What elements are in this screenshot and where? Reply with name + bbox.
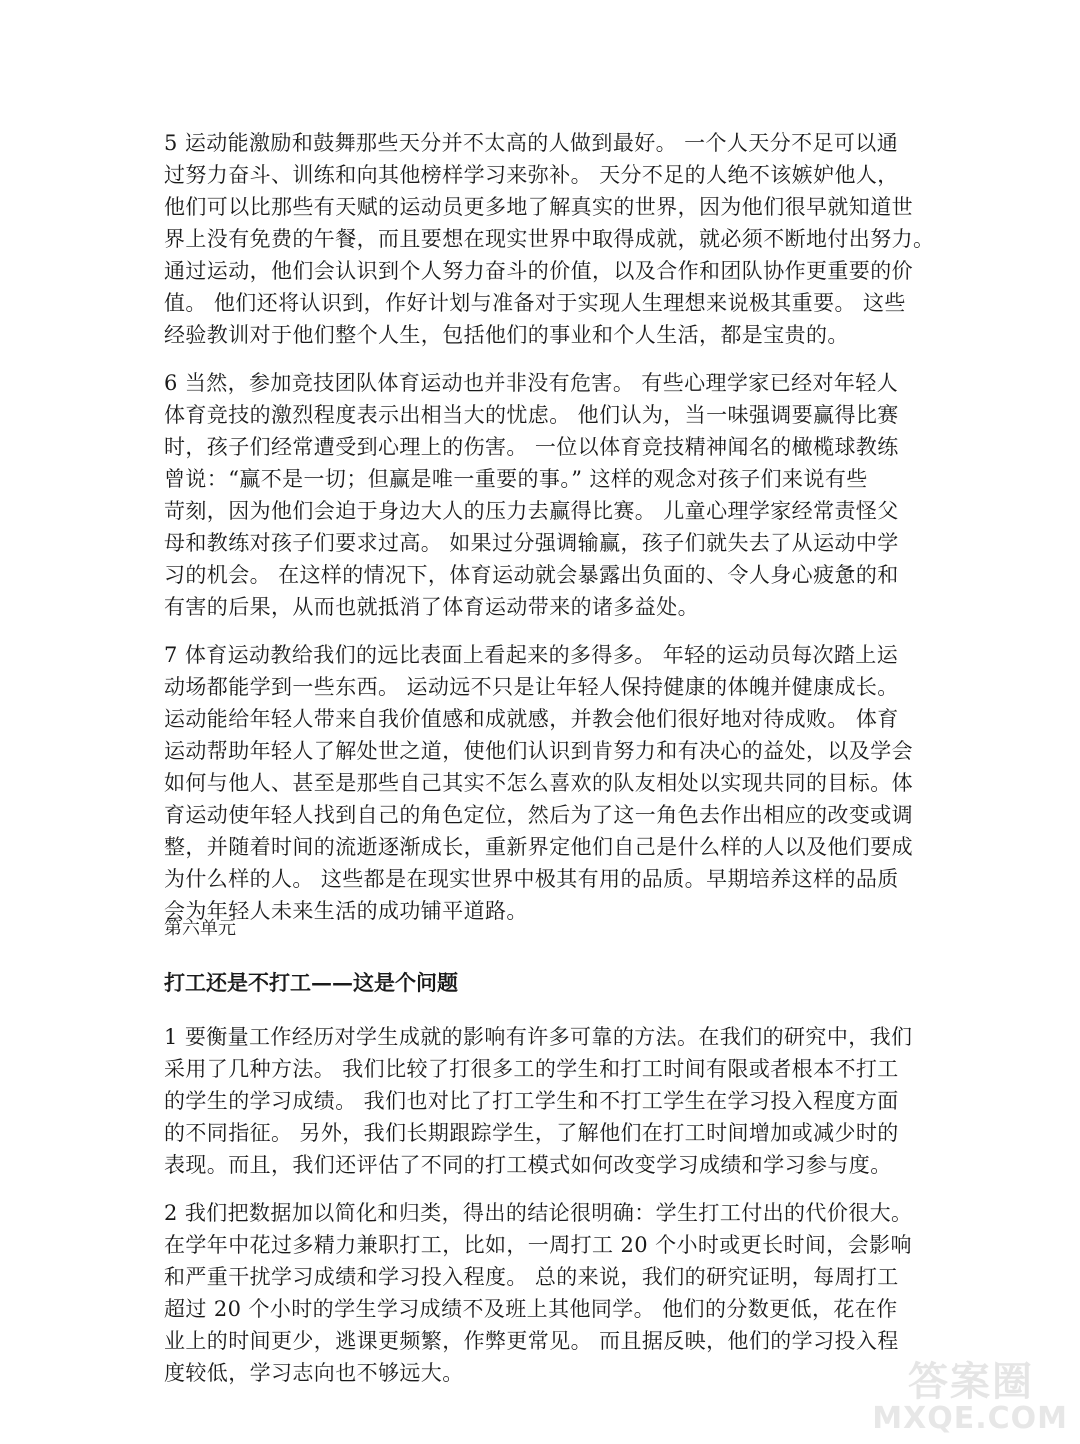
text-line: 整，并随着时间的流逝逐渐成长，重新界定他们自己是什么样的人以及他们要成 xyxy=(164,835,913,859)
text-line: 1 要衡量工作经历对学生成就的影响有许多可靠的方法。在我们的研究中，我们 xyxy=(164,1025,913,1049)
text-line: 苛刻，因为他们会迫于身边大人的压力去赢得比赛。 儿童心理学家经常责怪父 xyxy=(164,499,899,523)
text-line: 曾说：“赢不是一切；但赢是唯一重要的事。” 这样的观念对孩子们来说有些 xyxy=(164,467,868,491)
text-line: 采用了几种方法。 我们比较了打很多工的学生和打工时间有限或者根本不打工 xyxy=(164,1057,899,1081)
text-line: 7 体育运动教给我们的远比表面上看起来的多得多。 年轻的运动员每次踏上运 xyxy=(164,643,899,667)
text-line: 业上的时间更少，逃课更频繁，作弊更常见。 而且据反映，他们的学习投入程 xyxy=(164,1329,899,1353)
text-line: 会为年轻人未来生活的成功铺平道路。 xyxy=(164,899,528,923)
text-line: 为什么样的人。 这些都是在现实世界中极其有用的品质。早期培养这样的品质 xyxy=(164,867,899,891)
watermark-url: MXQE.COM xyxy=(872,1401,1068,1436)
text-line: 动场都能学到一些东西。 运动远不只是让年轻人保持健康的体魄并健康成长。 xyxy=(164,675,899,699)
text-line: 过努力奋斗、训练和向其他榜样学习来弥补。 天分不足的人绝不该嫉妒他人， xyxy=(164,163,899,187)
text-line: 时，孩子们经常遭受到心理上的伤害。 一位以体育竞技精神闻名的橄榄球教练 xyxy=(164,435,899,459)
text-line: 的学生的学习成绩。 我们也对比了打工学生和不打工学生在学习投入程度方面 xyxy=(164,1089,899,1113)
text-line: 如何与他人、甚至是那些自己其实不怎么喜欢的队友相处以实现共同的目标。体 xyxy=(164,771,913,795)
text-line: 他们可以比那些有天赋的运动员更多地了解真实的世界，因为他们很早就知道世 xyxy=(164,195,913,219)
site-watermark xyxy=(862,1348,1072,1438)
text-line: 育运动使年轻人找到自己的角色定位，然后为了这一角色去作出相应的改变或调 xyxy=(164,803,913,827)
text-line: 界上没有免费的午餐，而且要想在现实世界中取得成就，就必须不断地付出努力。 xyxy=(164,227,935,251)
unit-label: 第六单元 xyxy=(164,918,236,939)
text-line: 通过运动，他们会认识到个人努力奋斗的价值，以及合作和团队协作更重要的价 xyxy=(164,259,913,283)
text-line: 表现。而且，我们还评估了不同的打工模式如何改变学习成绩和学习参与度。 xyxy=(164,1153,892,1177)
text-line: 度较低，学习志向也不够远大。 xyxy=(164,1361,464,1385)
section-title: 打工还是不打工——这是个问题 xyxy=(164,970,458,995)
text-line: 运动能给年轻人带来自我价值感和成就感，并教会他们很好地对待成败。 体育 xyxy=(164,707,899,731)
text-line: 值。 他们还将认识到，作好计划与准备对于实现人生理想来说极其重要。 这些 xyxy=(164,291,906,315)
text-line: 2 我们把数据加以简化和归类，得出的结论很明确：学生打工付出的代价很大。 xyxy=(164,1201,913,1225)
text-line: 和严重干扰学习成绩和学习投入程度。 总的来说，我们的研究证明，每周打工 xyxy=(164,1265,899,1289)
watermark-logo: 答案圈 xyxy=(908,1359,1034,1405)
text-line: 习的机会。 在这样的情况下，体育运动就会暴露出负面的、令人身心疲惫的和 xyxy=(164,563,899,587)
text-line: 体育竞技的激烈程度表示出相当大的忧虑。 他们认为，当一味强调要赢得比赛 xyxy=(164,403,899,427)
text-line: 5 运动能激励和鼓舞那些天分并不太高的人做到最好。 一个人天分不足可以通 xyxy=(164,131,899,155)
text-line: 超过 20 个小时的学生学习成绩不及班上其他同学。 他们的分数更低，花在作 xyxy=(164,1297,898,1321)
text-line: 在学年中花过多精力兼职打工，比如，一周打工 20 个小时或更长时间，会影响 xyxy=(164,1233,912,1257)
text-line: 经验教训对于他们整个人生，包括他们的事业和个人生活，都是宝贵的。 xyxy=(164,323,849,347)
text-line: 6 当然，参加竞技团队体育运动也并非没有危害。 有些心理学家已经对年轻人 xyxy=(164,371,899,395)
text-line: 运动帮助年轻人了解处世之道，使他们认识到肯努力和有决心的益处，以及学会 xyxy=(164,739,913,763)
text-line: 母和教练对孩子们要求过高。 如果过分强调输赢，孩子们就失去了从运动中学 xyxy=(164,531,899,555)
text-line: 的不同指征。 另外，我们长期跟踪学生，了解他们在打工时间增加或减少时的 xyxy=(164,1121,899,1145)
text-line: 有害的后果，从而也就抵消了体育运动带来的诸多益处。 xyxy=(164,595,699,619)
